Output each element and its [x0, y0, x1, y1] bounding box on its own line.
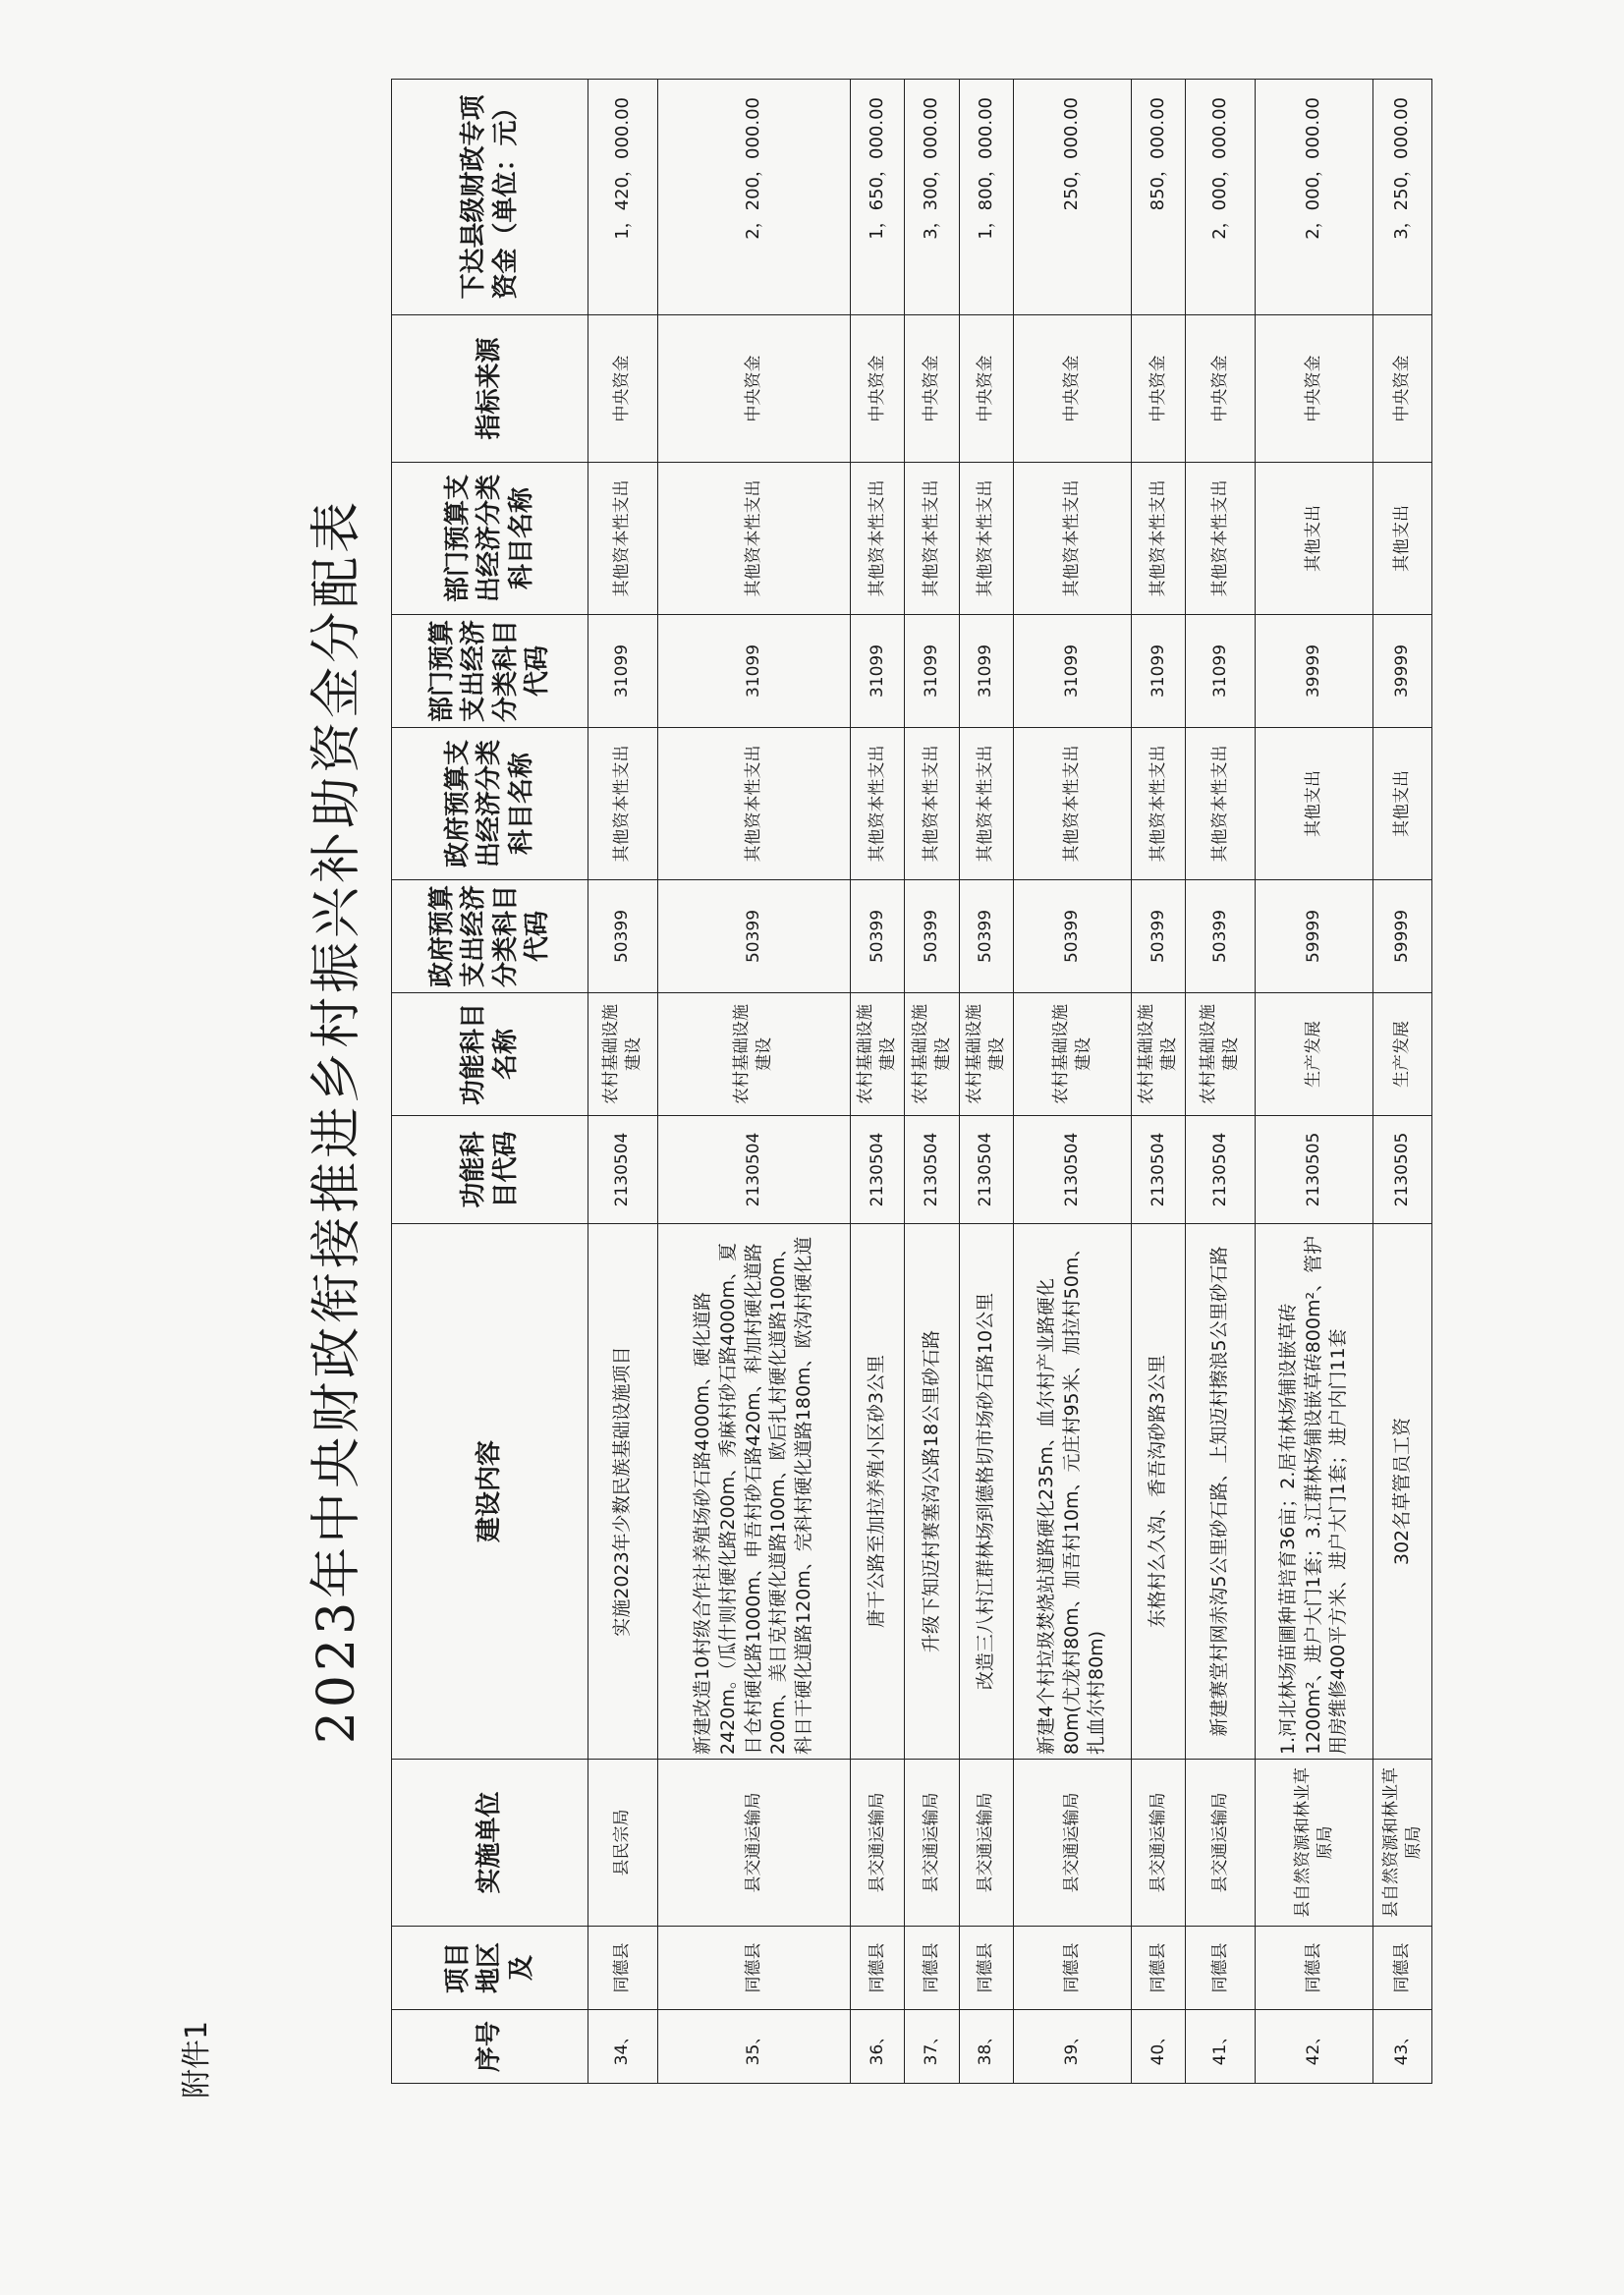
region-cell: 同德县 — [1014, 1927, 1132, 2010]
content-cell: 唐干公路至加拉养殖小区砂3公里 — [850, 1224, 904, 1760]
amount-cell: 250，000.00 — [1014, 80, 1132, 315]
source-cell: 中央资金 — [1014, 315, 1132, 463]
page-title: 2023年中央财政衔接推进乡村振兴补助资金分配表 — [308, 497, 366, 1745]
dept-code-cell: 31099 — [657, 615, 850, 728]
dept-name-cell: 其他资本性支出 — [1186, 463, 1256, 615]
unit-cell: 县交通运输局 — [657, 1760, 850, 1927]
gov-name-cell: 其他资本性支出 — [1131, 728, 1185, 880]
region-cell: 同德县 — [588, 1927, 658, 2010]
table-header-row — [392, 80, 588, 2084]
content-cell: 东格村么久沟、香吾沟砂路3公里 — [1131, 1224, 1185, 1760]
unit-cell: 县交通运输局 — [1131, 1760, 1185, 1927]
row-number: 37、 — [905, 2010, 959, 2084]
region-cell: 同德县 — [657, 1927, 850, 2010]
region-cell: 同德县 — [850, 1927, 904, 2010]
unit-cell: 县自然资源和林业草原局 — [1373, 1760, 1432, 1927]
source-cell: 中央资金 — [1373, 315, 1432, 463]
dept-code-cell: 31099 — [1014, 615, 1132, 728]
fund-allocation-table — [391, 79, 1432, 2084]
func-name-cell: 农村基础设施建设 — [905, 993, 959, 1116]
dept-code-cell: 31099 — [905, 615, 959, 728]
source-cell: 中央资金 — [959, 315, 1013, 463]
amount-cell: 3，250，000.00 — [1373, 80, 1432, 315]
content-cell: 实施2023年少数民族基础设施项目 — [588, 1224, 658, 1760]
table-row — [588, 80, 658, 2084]
func-name-cell: 生产发展 — [1373, 993, 1432, 1116]
source-cell: 中央资金 — [1131, 315, 1185, 463]
func-code-cell: 2130504 — [850, 1116, 904, 1224]
gov-code-cell: 50399 — [905, 880, 959, 993]
row-number: 39、 — [1014, 2010, 1132, 2084]
func-code-cell: 2130505 — [1256, 1116, 1373, 1224]
region-cell: 同德县 — [905, 1927, 959, 2010]
amount-cell: 1，650，000.00 — [850, 80, 904, 315]
column-header: 实施单位 — [392, 1760, 588, 1927]
table-row — [1256, 80, 1373, 2084]
func-code-cell: 2130504 — [657, 1116, 850, 1224]
column-header: 功能科目名称 — [392, 993, 588, 1116]
gov-code-cell: 59999 — [1256, 880, 1373, 993]
column-header: 政府预算支出经济分类科目名称 — [392, 728, 588, 880]
row-number: 34、 — [588, 2010, 658, 2084]
func-code-cell: 2130504 — [588, 1116, 658, 1224]
func-code-cell: 2130504 — [1131, 1116, 1185, 1224]
region-cell: 同德县 — [1373, 1927, 1432, 2010]
content-cell: 新建改造10村级合作社养殖场砂石路4000m、硬化道路2420m。（瓜什则村硬化路200m、秀麻村砂石路4000m、夏日仓村硬化路1000m、申吾村砂石路420m、科加村硬化道路200m、美日克村硬化道路100m、欧后扎村硬化道路100m、科日干硬化道路120m、完科村硬化道路180m、欧沟村硬化道 — [657, 1224, 850, 1760]
region-cell: 同德县 — [1131, 1927, 1185, 2010]
func-name-cell: 农村基础设施建设 — [959, 993, 1013, 1116]
gov-name-cell: 其他资本性支出 — [1014, 728, 1132, 880]
dept-name-cell: 其他资本性支出 — [588, 463, 658, 615]
gov-code-cell: 50399 — [1131, 880, 1185, 993]
column-header: 建设内容 — [392, 1224, 588, 1760]
row-number: 42、 — [1256, 2010, 1373, 2084]
row-number: 40、 — [1131, 2010, 1185, 2084]
row-number: 35、 — [657, 2010, 850, 2084]
region-cell: 同德县 — [1256, 1927, 1373, 2010]
amount-cell: 2，000，000.00 — [1186, 80, 1256, 315]
dept-code-cell: 39999 — [1373, 615, 1432, 728]
row-number: 43、 — [1373, 2010, 1432, 2084]
column-header: 项目地区及 — [392, 1927, 588, 2010]
table-row — [1014, 80, 1132, 2084]
gov-code-cell: 50399 — [1186, 880, 1256, 993]
dept-name-cell: 其他支出 — [1256, 463, 1373, 615]
source-cell: 中央资金 — [1256, 315, 1373, 463]
column-header: 指标来源 — [392, 315, 588, 463]
row-number: 36、 — [850, 2010, 904, 2084]
column-header: 功能科目代码 — [392, 1116, 588, 1224]
dept-name-cell: 其他资本性支出 — [850, 463, 904, 615]
unit-cell: 县交通运输局 — [850, 1760, 904, 1927]
content-cell: 302名草管员工资 — [1373, 1224, 1432, 1760]
gov-name-cell: 其他资本性支出 — [959, 728, 1013, 880]
dept-code-cell: 39999 — [1256, 615, 1373, 728]
func-code-cell: 2130504 — [1014, 1116, 1132, 1224]
source-cell: 中央资金 — [905, 315, 959, 463]
gov-name-cell: 其他资本性支出 — [850, 728, 904, 880]
amount-cell: 3，300，000.00 — [905, 80, 959, 315]
func-code-cell: 2130504 — [905, 1116, 959, 1224]
amount-cell: 2，000，000.00 — [1256, 80, 1373, 315]
unit-cell: 县交通运输局 — [1186, 1760, 1256, 1927]
amount-cell: 1，800，000.00 — [959, 80, 1013, 315]
func-code-cell: 2130504 — [1186, 1116, 1256, 1224]
gov-code-cell: 50399 — [959, 880, 1013, 993]
dept-code-cell: 31099 — [1186, 615, 1256, 728]
column-header: 部门预算支出经济分类科目名称 — [392, 463, 588, 615]
row-number: 38、 — [959, 2010, 1013, 2084]
dept-code-cell: 31099 — [959, 615, 1013, 728]
source-cell: 中央资金 — [1186, 315, 1256, 463]
row-number: 41、 — [1186, 2010, 1256, 2084]
gov-name-cell: 其他资本性支出 — [905, 728, 959, 880]
dept-name-cell: 其他资本性支出 — [657, 463, 850, 615]
dept-code-cell: 31099 — [850, 615, 904, 728]
unit-cell: 县民宗局 — [588, 1760, 658, 1927]
dept-code-cell: 31099 — [588, 615, 658, 728]
source-cell: 中央资金 — [588, 315, 658, 463]
gov-code-cell: 50399 — [588, 880, 658, 993]
func-name-cell: 生产发展 — [1256, 993, 1373, 1116]
gov-code-cell: 59999 — [1373, 880, 1432, 993]
table-row — [905, 80, 959, 2084]
func-name-cell: 农村基础设施建设 — [657, 993, 850, 1116]
content-cell: 新建4个村垃圾焚烧站道路硬化235m、血尔村产业路硬化80m(尤龙村80m、加吾村10m、元庄村95米、加拉村50m、扎血尔村80m) — [1014, 1224, 1132, 1760]
gov-name-cell: 其他支出 — [1256, 728, 1373, 880]
func-name-cell: 农村基础设施建设 — [1186, 993, 1256, 1116]
content-cell: 升级下知迈村赛塞沟公路18公里砂石路 — [905, 1224, 959, 1760]
content-cell: 1.河北林场苗圃种苗培育36亩；2.居布林场铺设嵌草砖1200m²、进户大门1套；3.江群林场铺设嵌草砖800m²、管护用房维修400平方米、进户大门1套；进户内门11套 — [1256, 1224, 1373, 1760]
table-row — [1373, 80, 1432, 2084]
gov-code-cell: 50399 — [1014, 880, 1132, 993]
region-cell: 同德县 — [1186, 1927, 1256, 2010]
column-header: 部门预算支出经济分类科目代码 — [392, 615, 588, 728]
table-row — [959, 80, 1013, 2084]
func-name-cell: 农村基础设施建设 — [1014, 993, 1132, 1116]
source-cell: 中央资金 — [657, 315, 850, 463]
column-header: 序号 — [392, 2010, 588, 2084]
content-cell: 改造三八村江群林场到德格切市场砂石路10公里 — [959, 1224, 1013, 1760]
table-row — [1186, 80, 1256, 2084]
gov-code-cell: 50399 — [657, 880, 850, 993]
func-code-cell: 2130505 — [1373, 1116, 1432, 1224]
table-row — [657, 80, 850, 2084]
amount-cell: 2，200，000.00 — [657, 80, 850, 315]
dept-name-cell: 其他支出 — [1373, 463, 1432, 615]
gov-code-cell: 50399 — [850, 880, 904, 993]
amount-cell: 850，000.00 — [1131, 80, 1185, 315]
unit-cell: 县交通运输局 — [959, 1760, 1013, 1927]
unit-cell: 县自然资源和林业草原局 — [1256, 1760, 1373, 1927]
gov-name-cell: 其他资本性支出 — [1186, 728, 1256, 880]
annex-label: 附件1 — [180, 2020, 214, 2099]
table-row — [850, 80, 904, 2084]
gov-name-cell: 其他资本性支出 — [588, 728, 658, 880]
dept-code-cell: 31099 — [1131, 615, 1185, 728]
region-cell: 同德县 — [959, 1927, 1013, 2010]
dept-name-cell: 其他资本性支出 — [905, 463, 959, 615]
func-code-cell: 2130504 — [959, 1116, 1013, 1224]
amount-cell: 1，420，000.00 — [588, 80, 658, 315]
dept-name-cell: 其他资本性支出 — [1131, 463, 1185, 615]
func-name-cell: 农村基础设施建设 — [850, 993, 904, 1116]
unit-cell: 县交通运输局 — [905, 1760, 959, 1927]
func-name-cell: 农村基础设施建设 — [588, 993, 658, 1116]
source-cell: 中央资金 — [850, 315, 904, 463]
content-cell: 新建赛堂村网赤沟5公里砂石路、上知迈村擦浪5公里砂石路 — [1186, 1224, 1256, 1760]
dept-name-cell: 其他资本性支出 — [1014, 463, 1132, 615]
func-name-cell: 农村基础设施建设 — [1131, 993, 1185, 1116]
gov-name-cell: 其他资本性支出 — [657, 728, 850, 880]
unit-cell: 县交通运输局 — [1014, 1760, 1132, 1927]
column-header: 政府预算支出经济分类科目代码 — [392, 880, 588, 993]
dept-name-cell: 其他资本性支出 — [959, 463, 1013, 615]
table-row — [1131, 80, 1185, 2084]
column-header: 下达县级财政专项资金（单位：元） — [392, 80, 588, 315]
gov-name-cell: 其他支出 — [1373, 728, 1432, 880]
